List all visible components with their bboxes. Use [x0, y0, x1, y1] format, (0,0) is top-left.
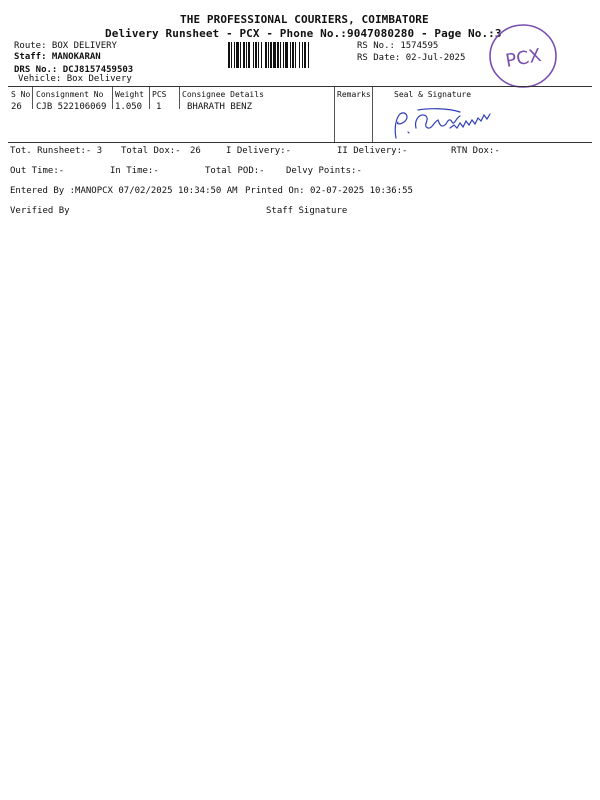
barcode [228, 42, 354, 68]
header-consignment: Consignment No [36, 90, 104, 99]
i-delivery: I Delivery:- [226, 146, 292, 156]
row-consignee: BHARATH BENZ [187, 102, 253, 112]
col-divider [179, 87, 180, 109]
tot-runsheet: Tot. Runsheet:- 3 [10, 146, 103, 156]
vehicle-label: Vehicle: Box Delivery [18, 74, 132, 84]
runsheet-title: Delivery Runsheet - PCX - Phone No.:9047080280 - Page No.:3 [105, 27, 502, 40]
total-pod: Total POD:- [205, 166, 265, 176]
staff-signature: Staff Signature [266, 206, 348, 216]
header-sno: S No [11, 90, 31, 99]
col-divider [334, 87, 335, 142]
ii-delivery: II Delivery:- [337, 146, 408, 156]
header-consignee: Consignee Details [182, 90, 264, 99]
handwritten-signature [388, 98, 528, 144]
drs-number: DRS No.: DCJ8157459503 [14, 65, 134, 75]
delvy-points: Delvy Points:- [286, 166, 362, 176]
header-pcs: PCS [152, 90, 167, 99]
printed-on: Printed On: 02-07-2025 10:36:55 [245, 186, 413, 196]
route-label: Route: BOX DELIVERY [14, 41, 117, 51]
header-weight: Weight [115, 90, 144, 99]
total-dox-value: 26 [190, 146, 201, 156]
col-divider [112, 87, 113, 109]
row-weight: 1.050 [115, 102, 143, 112]
col-divider [32, 87, 33, 109]
total-dox-label: Total Dox:- [121, 146, 181, 156]
header-seal-signature: Seal & Signature [394, 90, 472, 99]
pcx-stamp [487, 22, 559, 90]
verified-by: Verified By [10, 206, 70, 216]
rs-date: RS Date: 02-Jul-2025 [357, 53, 466, 63]
staff-label: Staff: MANOKARAN [14, 52, 101, 62]
header-remarks: Remarks [337, 90, 371, 99]
col-divider [372, 87, 373, 142]
entered-by: Entered By :MANOPCX 07/02/2025 10:34:50 AM [10, 186, 238, 196]
rs-number: RS No.: 1574595 [357, 41, 439, 51]
row-consignment: CJB 522106069 [36, 102, 107, 112]
out-time: Out Time:- [10, 166, 65, 176]
table-top-rule [8, 86, 592, 87]
col-divider [149, 87, 150, 109]
in-time: In Time:- [110, 166, 159, 176]
row-sno: 26 [11, 102, 22, 112]
row-pcs: 1 [156, 102, 162, 112]
stamp-text: PCX [503, 45, 543, 72]
rtn-dox: RTN Dox:- [451, 146, 500, 156]
company-title: THE PROFESSIONAL COURIERS, COIMBATORE [180, 13, 429, 26]
